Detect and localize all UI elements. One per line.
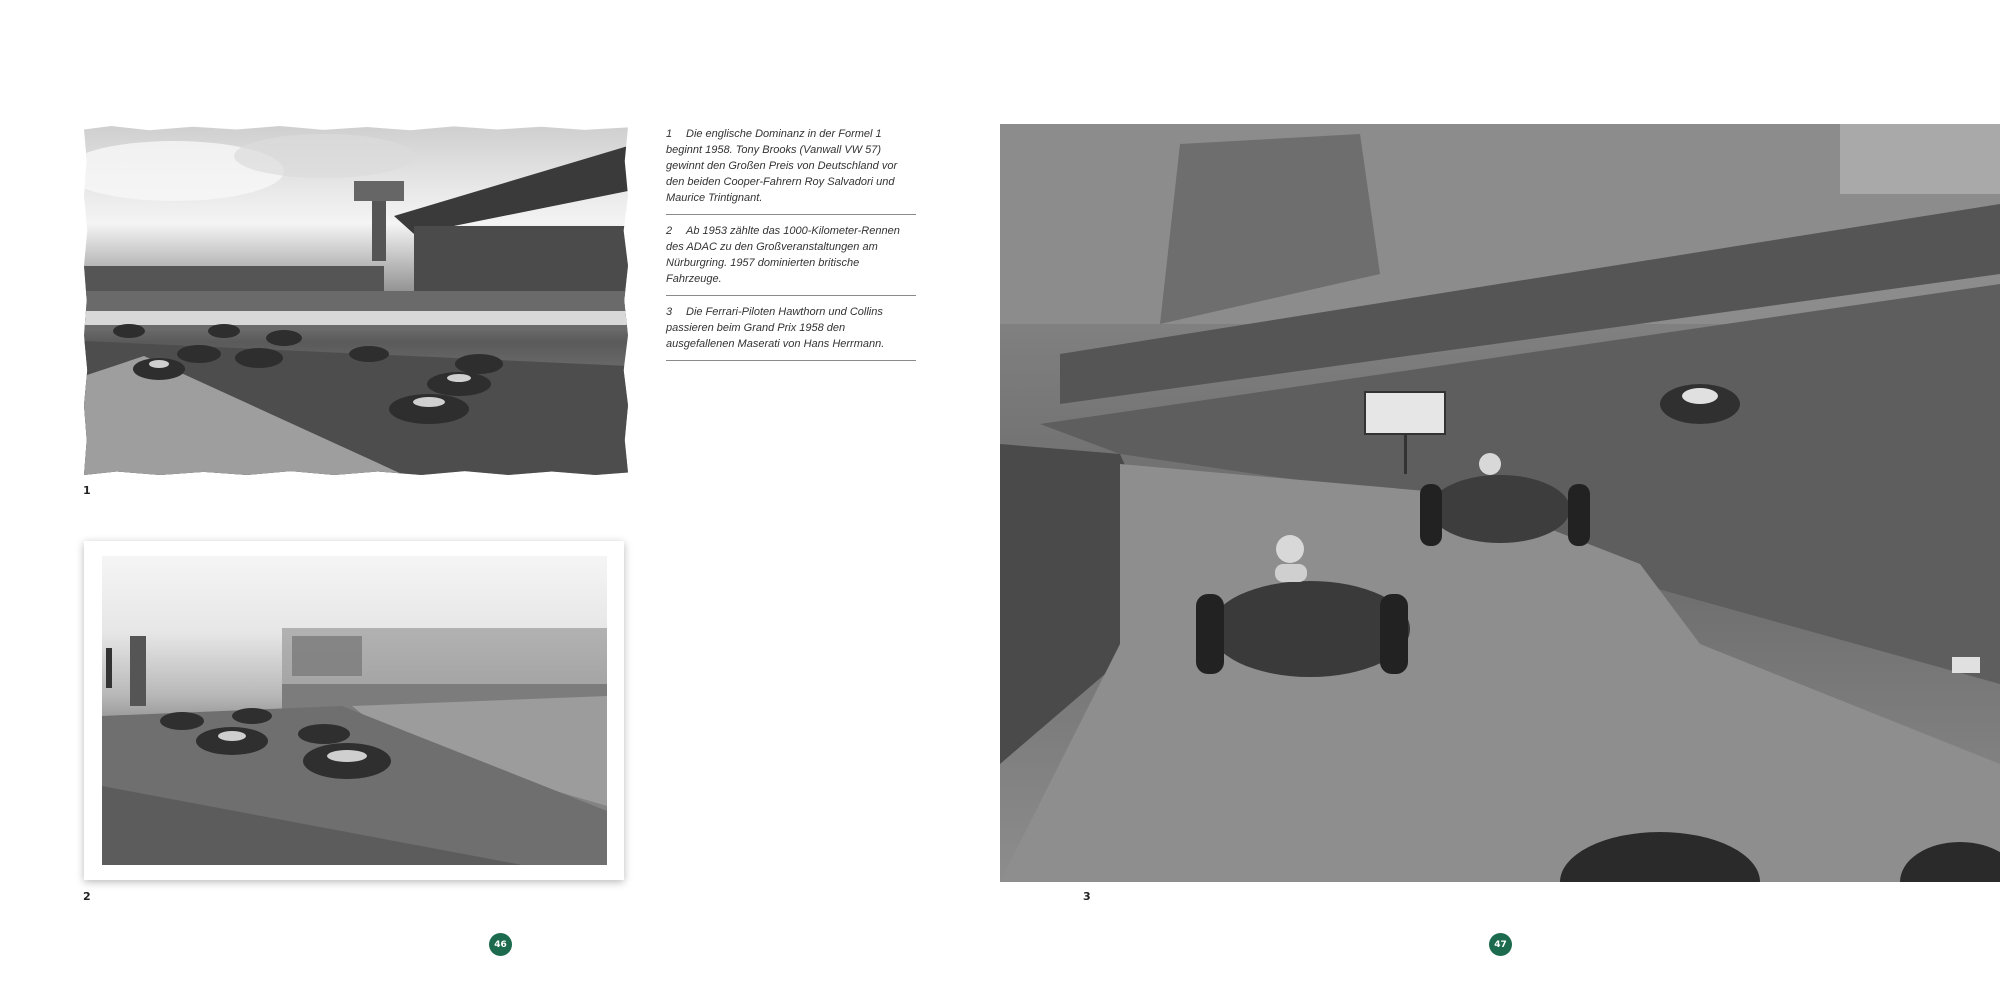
photo-ferrari-hawthorn-collins-graphic — [1000, 124, 2000, 882]
right-page — [1000, 0, 2000, 1000]
photo-print-frame — [84, 541, 624, 880]
caption-item-1 — [666, 126, 916, 215]
photo-1000km-race-graphic — [102, 556, 607, 865]
page-number-badge: 47 — [1489, 933, 1512, 956]
caption-text: Die Ferrari-Piloten Hawthorn und Collins passieren beim Grand Prix 1958 den ausgefallenen Maserati von Hans Herrmann. — [666, 306, 885, 350]
caption-number: 2 — [666, 225, 673, 237]
figure-label-1: 1 — [83, 484, 91, 497]
caption-list — [666, 126, 916, 369]
photo-grand-prix-start-1958 — [84, 126, 628, 475]
caption-item-3 — [666, 304, 916, 361]
caption-text: Ab 1953 zählte das 1000-Kilometer-Rennen des ADAC zu den Großveranstaltungen am Nürburgring. 1957 dominierten britische Fahrzeuge. — [666, 225, 900, 285]
photo-grand-prix-start-graphic — [84, 126, 628, 475]
caption-item-2 — [666, 223, 916, 296]
page-number-badge: 46 — [489, 933, 512, 956]
photo-1000km-race — [102, 556, 607, 865]
figure-label-3: 3 — [1083, 890, 1091, 903]
caption-number: 1 — [666, 128, 673, 140]
figure-label-2: 2 — [83, 890, 91, 903]
caption-number: 3 — [666, 306, 673, 318]
photo-ferrari-hawthorn-collins — [1000, 124, 2000, 882]
caption-text: Die englische Dominanz in der Formel 1 beginnt 1958. Tony Brooks (Vanwall VW 57) gewinnt den Großen Preis von Deutschland vor den beiden Cooper-Fahrern Roy Salvadori und Maurice Trintignant. — [666, 128, 898, 204]
